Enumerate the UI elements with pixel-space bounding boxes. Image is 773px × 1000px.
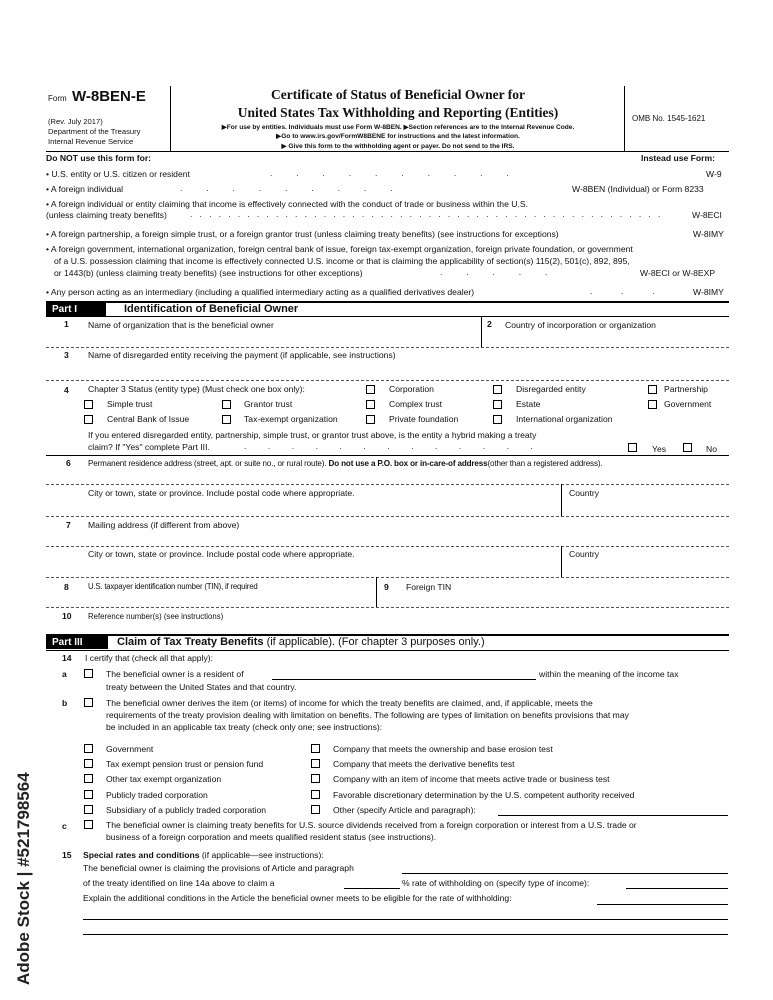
article-paragraph-field[interactable] <box>402 873 728 874</box>
lob-left-3: Other tax exempt organization <box>106 774 222 784</box>
line-9-number: 9 <box>384 582 389 592</box>
line-14a-text-3: treaty between the United States and that country. <box>106 682 297 692</box>
line-2-label: Country of incorporation or organization <box>505 320 656 330</box>
explain-field-1[interactable] <box>597 904 728 905</box>
line-14a-text-2: within the meaning of the income tax <box>539 669 679 679</box>
explain-field-3[interactable] <box>83 934 728 935</box>
donot-row-5: • A foreign government, international organization, foreign central bank of issue, foreign tax-exempt organization, foreign private foundation, or government <box>46 244 633 254</box>
rate-field[interactable] <box>344 888 400 889</box>
donot-form-4: W-8IMY <box>693 229 724 239</box>
checkbox-lob-other-exempt[interactable] <box>84 774 93 783</box>
do-not-use-heading: Do NOT use this form for: <box>46 153 152 163</box>
line-6-number: 6 <box>66 458 71 468</box>
line-9-label: Foreign TIN <box>406 582 452 592</box>
line-8-number: 8 <box>64 582 69 592</box>
opt-estate: Estate <box>516 399 541 409</box>
lob-left-4: Publicly traded corporation <box>106 790 208 800</box>
opt-intl: International organization <box>516 414 613 424</box>
hybrid-no-label: No <box>706 444 717 454</box>
explain-field-2[interactable] <box>83 919 728 920</box>
checkbox-lob-derivative[interactable] <box>311 759 320 768</box>
checkbox-lob-other[interactable] <box>311 805 320 814</box>
checkbox-disregarded-entity[interactable] <box>493 385 502 394</box>
line-3-label: Name of disregarded entity receiving the payment (if applicable, see instructions) <box>88 350 396 360</box>
checkbox-hybrid-no[interactable] <box>683 443 692 452</box>
line-14c-letter: c <box>62 821 67 831</box>
checkbox-14c[interactable] <box>84 820 93 829</box>
line-15-text-1: The beneficial owner is claiming the provisions of Article and paragraph <box>83 863 354 873</box>
checkbox-lob-ownership[interactable] <box>311 744 320 753</box>
lob-left-2: Tax exempt pension trust or pension fund <box>106 759 264 769</box>
lob-left-5: Subsidiary of a publicly traded corporation <box>106 805 267 815</box>
income-type-field[interactable] <box>626 888 728 889</box>
resident-country-field[interactable] <box>272 679 536 680</box>
hybrid-question-1: If you entered disregarded entity, partnership, simple trust, or grantor trust above, is the entity a hybrid making a treaty <box>88 430 537 440</box>
stock-watermark-text: Adobe Stock | #521798564 <box>14 772 33 985</box>
donot-row-3b: (unless claiming treaty benefits) <box>46 210 167 220</box>
donot-form-2: W-8BEN (Individual) or Form 8233 <box>572 184 704 194</box>
line-6-address-field[interactable] <box>46 484 729 485</box>
title-line1: Certificate of Status of Beneficial Owner for <box>271 87 525 102</box>
checkbox-lob-subsidiary[interactable] <box>84 805 93 814</box>
line-15-number: 15 <box>62 850 72 860</box>
stock-watermark <box>2 740 42 990</box>
donot-row-2: • A foreign individual <box>46 184 124 194</box>
title-line2: United States Tax Withholding and Reporting (Entities) <box>237 105 559 120</box>
line-4-number: 4 <box>64 385 69 395</box>
donot-form-3: W-8ECI <box>692 210 722 220</box>
part3-label: Part III <box>46 636 108 649</box>
opt-government: Government <box>664 399 712 409</box>
line-14a-text-1: The beneficial owner is a resident of <box>106 669 244 679</box>
checkbox-government[interactable] <box>648 400 657 409</box>
form-name: W-8BEN-E <box>72 88 146 105</box>
line-4-label: Chapter 3 Status (entity type) (Must check one box only): <box>88 384 305 394</box>
lob-other-field[interactable] <box>498 815 728 816</box>
checkbox-lob-active-trade[interactable] <box>311 774 320 783</box>
line-10-label: Reference number(s) (see instructions) <box>88 612 224 621</box>
checkbox-estate[interactable] <box>493 400 502 409</box>
lob-left-1: Government <box>106 744 154 754</box>
donot-row-5b: of a U.S. possession claiming that income is effectively connected U.S. income or that is claiming the applicability of section(s) 115(2), 501(c), 892, 895, <box>54 256 630 266</box>
checkbox-hybrid-yes[interactable] <box>628 443 637 452</box>
instruction-3: ▶ Give this form to the withholding agent or payer. Do not send to the IRS. <box>281 143 515 150</box>
line-14a-letter: a <box>62 669 67 679</box>
line-6-city-field[interactable] <box>46 516 729 517</box>
line-7-city-field[interactable] <box>46 577 729 578</box>
line-14b-letter: b <box>62 698 68 708</box>
department: Department of the Treasury <box>48 127 141 136</box>
line-7-address-field[interactable] <box>46 546 729 547</box>
donot-form-6: W-8IMY <box>693 287 724 297</box>
line-7-country-label: Country <box>569 549 600 559</box>
checkbox-private-foundation[interactable] <box>366 415 375 424</box>
lob-right-4: Favorable discretionary determination by the U.S. competent authority received <box>333 790 635 800</box>
opt-disregarded: Disregarded entity <box>516 384 586 394</box>
lob-right-3: Company with an item of income that meets active trade or business test <box>333 774 610 784</box>
checkbox-14b[interactable] <box>84 698 93 707</box>
line-1-number: 1 <box>64 319 69 329</box>
line-6-city-label: City or town, state or province. Include postal code where appropriate. <box>88 488 355 498</box>
checkbox-central-bank[interactable] <box>84 415 93 424</box>
checkbox-lob-public-corp[interactable] <box>84 790 93 799</box>
line-8-9-field[interactable] <box>46 607 729 608</box>
donot-form-1: W-9 <box>706 169 722 179</box>
part1-label: Part I <box>46 303 106 316</box>
line-6-country-label: Country <box>569 488 600 498</box>
opt-grantor: Grantor trust <box>244 399 293 409</box>
lob-right-1: Company that meets the ownership and base erosion test <box>333 744 553 754</box>
line-15-text-3: Explain the additional conditions in the Article the beneficial owner meets to be eligible for the rate of withholding: <box>83 893 512 903</box>
checkbox-simple-trust[interactable] <box>84 400 93 409</box>
instruction-1: ▶For use by entities. Individuals must use Form W-8BEN. ▶Section references are to the Internal Revenue Code. <box>221 124 575 131</box>
line-15-text-2a: of the treaty identified on line 14a above to claim a <box>83 878 275 888</box>
line-14b-text-2: requirements of the treaty provision dealing with limitation on benefits. The following are types of limitation on benefits provisions that may <box>106 710 629 720</box>
line-14-number: 14 <box>62 653 72 663</box>
donot-row-5c: or 1443(b) (unless claiming treaty benefits) (see instructions for other exceptions) <box>54 268 363 278</box>
part1-title: Identification of Beneficial Owner <box>124 303 299 315</box>
line-1-label: Name of organization that is the beneficial owner <box>88 320 274 330</box>
donot-row-1: • U.S. entity or U.S. citizen or resident <box>46 169 190 179</box>
instruction-2: ▶Go to www.irs.gov/FormW8BENE for instructions and the latest information. <box>276 133 520 140</box>
part3-title: Claim of Tax Treaty Benefits (if applicable). (For chapter 3 purposes only.) <box>117 636 485 648</box>
checkbox-complex-trust[interactable] <box>366 400 375 409</box>
donot-row-4: • A foreign partnership, a foreign simple trust, or a foreign grantor trust (unless claiming treaty benefits) (see instructions for exceptions) <box>46 229 559 239</box>
line-14b-text-3: be included in an applicable tax treaty (check only one; see instructions): <box>106 722 383 732</box>
hybrid-question-2: claim? If "Yes" complete Part III. <box>88 442 210 452</box>
opt-corporation: Corporation <box>389 384 434 394</box>
line-14-certify: I certify that (check all that apply): <box>85 653 214 663</box>
line-14c-text-2: business of a foreign corporation and meets qualified resident status (see instructions). <box>106 832 437 842</box>
lob-right-5: Other (specify Article and paragraph): <box>333 805 476 815</box>
line-2-number: 2 <box>487 319 492 329</box>
form-prefix: Form <box>48 94 67 103</box>
line-1-field[interactable] <box>46 347 729 348</box>
irs: Internal Revenue Service <box>48 137 134 146</box>
hybrid-yes-label: Yes <box>652 444 667 454</box>
checkbox-14a[interactable] <box>84 669 93 678</box>
checkbox-tax-exempt[interactable] <box>222 415 231 424</box>
opt-centralbank: Central Bank of Issue <box>107 414 190 424</box>
line-10-number: 10 <box>62 611 72 621</box>
opt-private: Private foundation <box>389 414 459 424</box>
form-revision: (Rev. July 2017) <box>48 117 103 126</box>
checkbox-international-org[interactable] <box>493 415 502 424</box>
line-14b-text-1: The beneficial owner derives the item (or items) of income for which the treaty benefits are claimed, and, if applicable, meets the <box>106 698 593 708</box>
checkbox-lob-discretionary[interactable] <box>311 790 320 799</box>
checkbox-lob-government[interactable] <box>84 744 93 753</box>
line-14c-text-1: The beneficial owner is claiming treaty benefits for U.S. source dividends received from a foreign corporation or interest from a U.S. trade or <box>106 820 637 830</box>
line-7-number: 7 <box>66 520 71 530</box>
omb-number: OMB No. 1545-1621 <box>632 114 706 123</box>
opt-complex: Complex trust <box>389 399 443 409</box>
donot-form-5: W-8ECI or W-8EXP <box>640 268 716 278</box>
line-7-city-label: City or town, state or province. Include postal code where appropriate. <box>88 549 355 559</box>
donot-row-6: • Any person acting as an intermediary (including a qualified intermediary acting as a qualified derivatives dealer) <box>46 287 475 297</box>
checkbox-grantor-trust[interactable] <box>222 400 231 409</box>
checkbox-lob-pension[interactable] <box>84 759 93 768</box>
line-15-text-2b: % rate of withholding on (specify type of income): <box>402 878 590 888</box>
opt-partnership: Partnership <box>664 384 708 394</box>
line-3-number: 3 <box>64 350 69 360</box>
line-7-label: Mailing address (if different from above) <box>88 520 240 530</box>
opt-simple: Simple trust <box>107 399 153 409</box>
donot-row-3: • A foreign individual or entity claiming that income is effectively connected with the conduct of trade or business within the U.S. <box>46 199 528 209</box>
line-15-heading: Special rates and conditions (if applicable—see instructions): <box>83 850 324 860</box>
checkbox-corporation[interactable] <box>366 385 375 394</box>
line-8-label: U.S. taxpayer identification number (TIN), if required <box>88 582 258 591</box>
checkbox-partnership[interactable] <box>648 385 657 394</box>
opt-taxexempt: Tax-exempt organization <box>244 414 338 424</box>
instead-use-heading: Instead use Form: <box>641 153 716 163</box>
lob-right-2: Company that meets the derivative benefits test <box>333 759 515 769</box>
line-3-field[interactable] <box>46 380 729 381</box>
line-6-label: Permanent residence address (street, apt. or suite no., or rural route). Do not use a P.O. box or in-care-of address(other than a registered address). <box>88 459 603 468</box>
